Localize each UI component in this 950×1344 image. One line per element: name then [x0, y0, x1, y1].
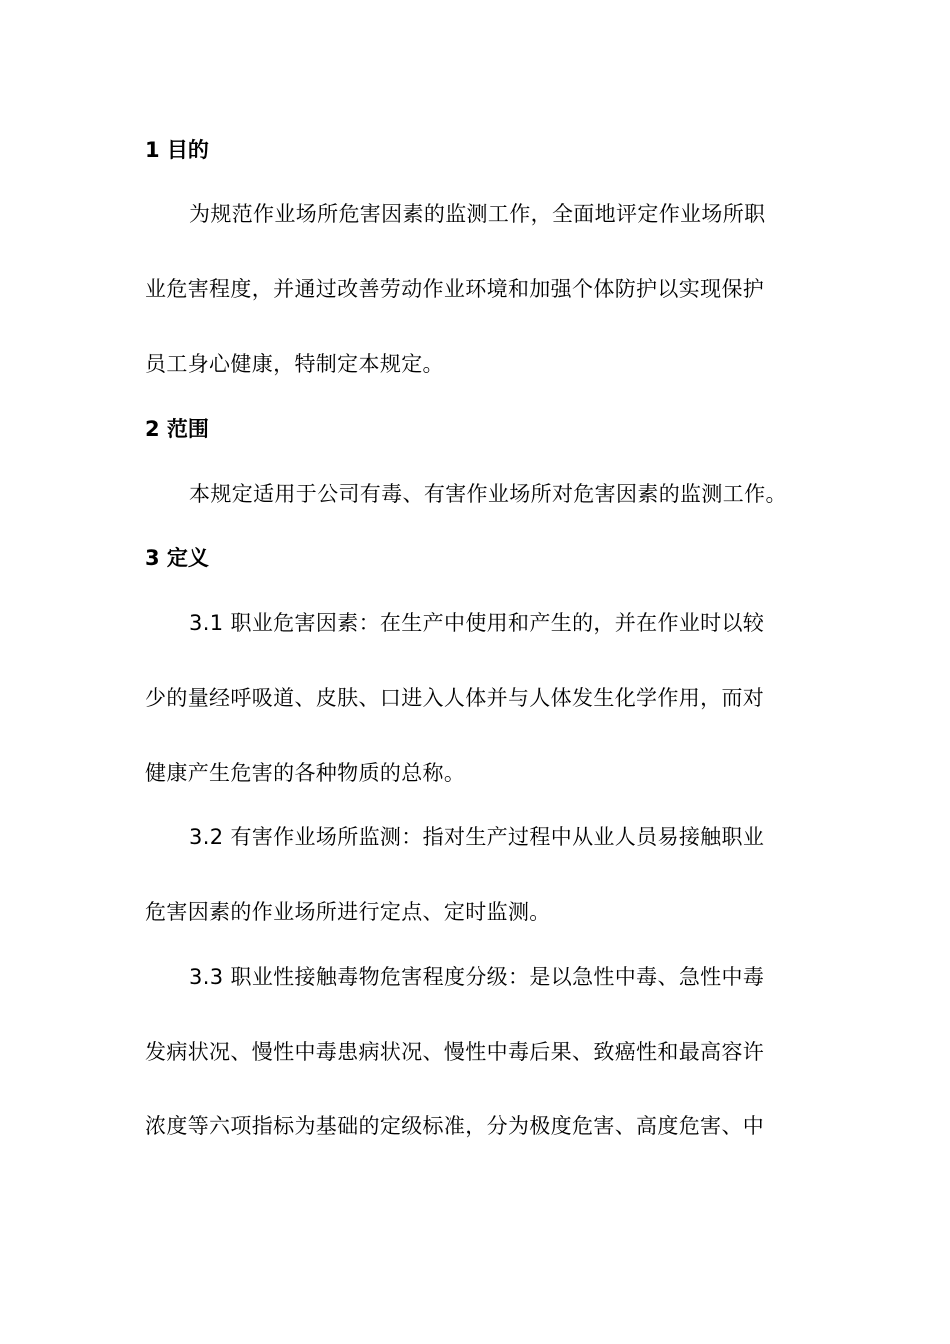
definition-3-3-line-1: 3.3 职业性接触毒物危害程度分级：是以急性中毒、急性中毒: [189, 965, 765, 989]
definition-3-2-line-1: 3.2 有害作业场所监测：指对生产过程中从业人员易接触职业: [189, 825, 765, 849]
section-heading-scope: 2 范围: [145, 417, 209, 441]
definition-3-3-line-3: 浓度等六项指标为基础的定级标准，分为极度危害、高度危害、中: [145, 1114, 765, 1138]
scope-line-1: 本规定适用于公司有毒、有害作业场所对危害因素的监测工作。: [189, 482, 787, 506]
definition-3-2-line-2: 危害因素的作业场所进行定点、定时监测。: [145, 900, 551, 924]
definition-3-1-line-3: 健康产生危害的各种物质的总称。: [145, 761, 466, 785]
definition-3-1-line-2: 少的量经呼吸道、皮肤、口进入人体并与人体发生化学作用，而对: [145, 686, 765, 710]
purpose-line-1: 为规范作业场所危害因素的监测工作，全面地评定作业场所职: [189, 202, 766, 226]
purpose-line-3: 员工身心健康，特制定本规定。: [145, 352, 444, 376]
definition-3-1-line-1: 3.1 职业危害因素：在生产中使用和产生的，并在作业时以较: [189, 611, 765, 635]
definition-3-3-line-2: 发病状况、慢性中毒患病状况、慢性中毒后果、致癌性和最高容许: [145, 1040, 765, 1064]
section-heading-purpose: 1 目的: [145, 138, 209, 162]
section-heading-definitions: 3 定义: [145, 546, 209, 570]
purpose-line-2: 业危害程度，并通过改善劳动作业环境和加强个体防护以实现保护: [145, 277, 765, 301]
